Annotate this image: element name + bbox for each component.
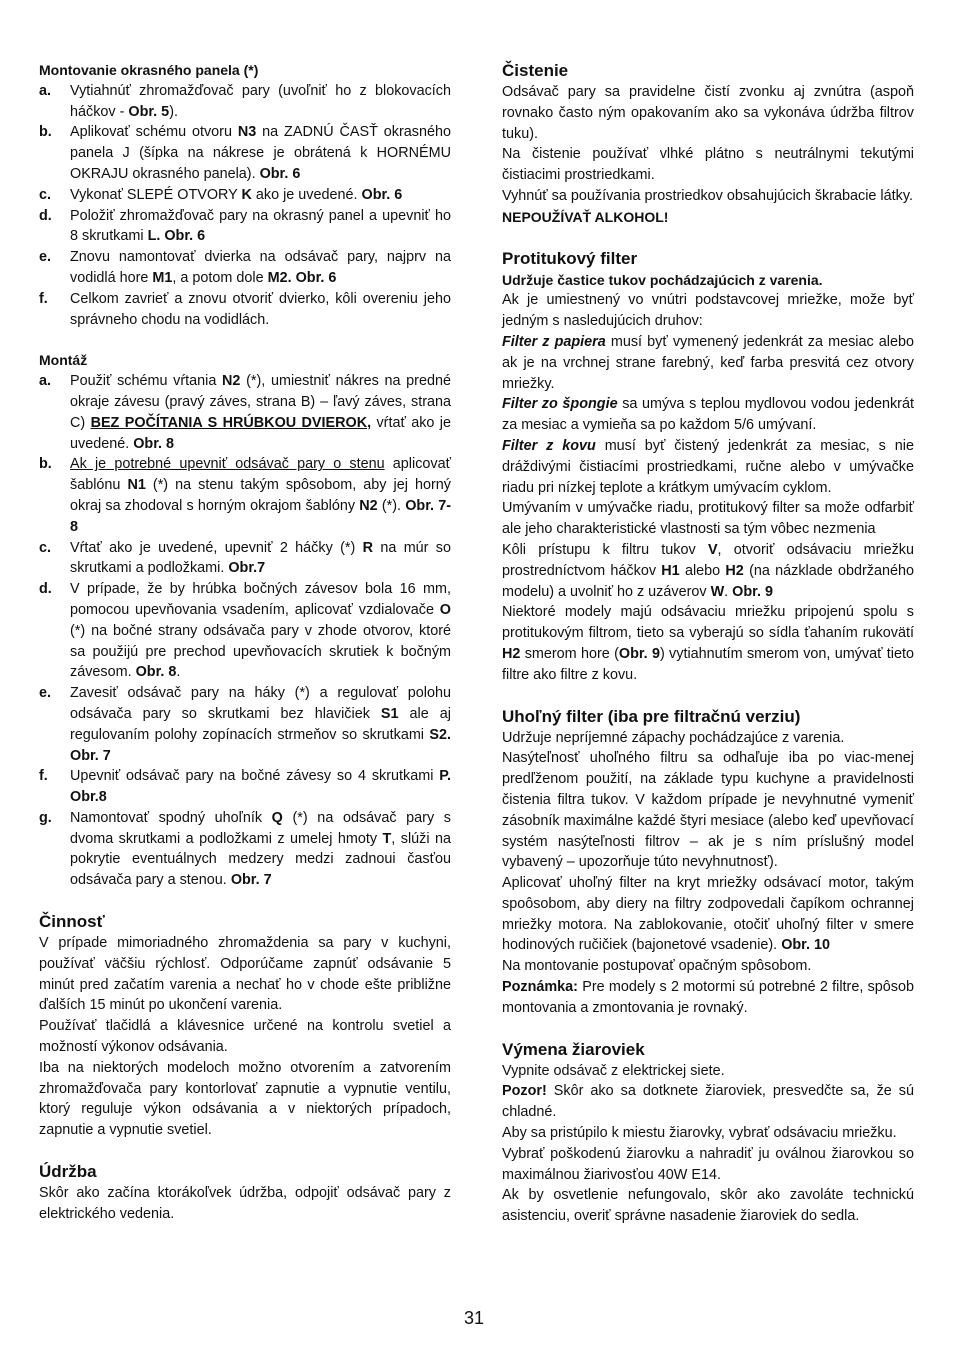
list-item [39,289,451,331]
item-label: a. [39,82,52,99]
paragraph: Na čistenie používať vlhké plátno s neutrálnymi tekutými čistiacimi prostriedkami. [502,146,914,184]
paragraph: Skôr ako začína ktorákoľvek údržba, odpojiť odsávač pary z elektrického vedenia. [39,1185,451,1222]
item-label: d. [39,581,52,598]
warning-text: NEPOUŽÍVAŤ ALKOHOL! [502,208,669,225]
section-heading-montaz: Montáž [39,352,88,369]
paragraph: Poznámka: Pre modely s 2 motormi sú potrebné 2 filtre, spôsob montovania a zmontovania je rovnaký. [502,979,914,1016]
item-text: Vytiahnúť zhromažďovač pary (uvoľniť ho z blokovacích háčkov - Obr. 5). [70,82,451,120]
section-heading-cistenie: Čistenie [502,61,569,80]
list-item [39,683,451,766]
page-number: 31 [464,1308,485,1328]
paragraph: Vybrať poškodenú žiarovku a nahradiť ju oválnou žiarovkou so maximálnou žiarivosťou 40W E14. [502,1145,914,1183]
section-heading-protitukovy: Protitukový filter [502,248,638,268]
item-label: c. [39,539,52,556]
item-label: g. [39,809,52,826]
list-item [39,579,451,683]
list-item [39,454,451,537]
item-label: b. [39,456,52,473]
right-column [502,60,914,1227]
list-item [39,371,451,454]
item-text: Aplikovať schému otvoru N3 na ZADNÚ ČASŤ okrasného panela J (šípka na nákrese je obrátená k HORNÉMU OKRAJU okrasného panela). Obr. 6 [70,124,451,182]
list-item [39,808,451,891]
paragraph: Vyhnúť sa používania prostriedkov obsahujúcich škrabacie látky. [502,187,913,204]
paragraph: Ak by osvetlenie nefungovalo, skôr ako zavoláte technickú asistenciu, overiť správne nasadenie žiaroviek do sedla. [502,1187,914,1225]
paragraph: Filter z papiera musí byť vymenený jedenkrát za mesiac alebo ak je na vrchnej strane farebný, keď farba presvitá cez otvory mriežky. [502,333,914,392]
item-text: Zavesiť odsávač pary na háky (*) a regulovať polohu odsávača pary so skrutkami bez hlavičiek S1 ale aj regulovaním polohy zopínacích strmeňov so skrutkami S2. Obr. 7 [70,685,451,764]
item-text: Vykonať SLEPÉ OTVORY K ako je uvedené. Obr. 6 [70,186,403,203]
paragraph: Aplicovať uhoľný filter na kryt mriežky odsávací motor, takým spoôsobom, aby diery na filtry zodpovedali čapíkom ochrannej mriežky motora. Na zablokovanie, otočiť uhoľný filter v smere hodinových ručičiek (bajonetové vsadenie). Obr. 10 [502,875,914,954]
paragraph: Niektoré modely majú odsávaciu mriežku pripojenú spolu s protitukovým filtrom, tieto sa vyberajú so sídla ťahaním rukovätí H2 smerom hore (Obr. 9) vytiahnutím smerom von, umývať tieto filtre ako filtre z kovu. [502,604,914,683]
paragraph: Udržuje nepríjemné zápachy pochádzajúce z varenia. [502,729,845,746]
list-item [39,122,451,184]
paragraph: Filter z kovu musí byť čistený jedenkrát za mesiac, s nie dráždivými čistiacími prostriedkami, ručne alebo v umývačke riadu pri nízkej teplote a krátkym umývacím cyklom. [502,437,914,496]
item-text: V prípade, že by hrúbka bočných závesov bola 16 mm, pomocou upevňovania vsadením, aplicovať vzdialovače O (*) na bočné strany odsávača pary v zhode otvorov, ktoré sa použijú pre prechod upevňovacích skrutiek k bočným závesom. Obr. 8. [70,581,451,681]
list-item [39,81,451,123]
list-item [39,247,451,289]
item-label: e. [39,249,52,266]
item-label: e. [39,685,52,702]
paragraph: Aby sa pristúpilo k miestu žiarovky, vybrať odsávaciu mriežku. [502,1125,897,1142]
item-text: Celkom zavrieť a znovu otvoriť dvierko, kôli overeniu jeho správneho chodu na vodidlách. [70,290,451,328]
section-subheading: Udržuje častice tukov pochádzajúcich z varenia. [502,271,823,288]
item-text: Namontovať spodný uhoľník Q (*) na odsávač pary s dvoma skrutkami a podložkami z umelej hmoty T, slúži na pokrytie eventuálnych medzery medzi zadnoui časťou odsávača pary a stenou. Obr. 7 [70,809,451,889]
item-label: f. [39,768,48,785]
item-label: c. [39,186,52,203]
item-label: f. [39,290,48,307]
paragraph: Na montovanie postupovať opačným spôsobom. [502,958,812,975]
paragraph: V prípade mimoriadného zhromaždenia sa pary v kuchyni, používať väčšiu rýchlosť. Odporúčame zapnúť odsávanie 5 minút pred začatím varenia a nechať ho v chode ešte približne ďalších 15 minút po ukončení varenia. [39,935,451,1014]
left-column [39,60,451,1225]
list-item [39,185,451,206]
item-label: a. [39,373,52,390]
item-text: Použiť schému vŕtania N2 (*), umiestniť nákres na predné okraje závesu (pravý záves, strana B) – ľavý záves, strana C) BEZ POČÍTANIA S HRÚBKOU DVIEROK, vŕtať ako je uvedené. Obr. 8 [70,373,451,452]
section-heading-uholny: Uhoľný filter (iba pre filtračnú verziu) [502,706,801,726]
paragraph: Odsávač pary sa pravidelne čistí zvonku aj zvnútra (aspoň rovnako často ným opakovaním ako sa vykonáva údržba filtrov tuku). [502,84,914,142]
item-text: Upevniť odsávač pary na bočné závesy so 4 skrutkami P. Obr.8 [70,768,451,806]
paragraph: Kôli prístupu k filtru tukov V, otvoriť odsávaciu mriežku prostredníctvom háčkov H1 alebo H2 (na názklade obdržaného modelu) a uvolniť ho z uzáverov W. Obr. 9 [502,541,914,600]
item-text: Položiť zhromažďovač pary na okrasný panel a upevniť ho 8 skrutkami L. Obr. 6 [70,207,451,245]
section-heading-cinnost: Činnosť [39,912,105,932]
section-heading-vymena: Výmena žiaroviek [502,1039,645,1059]
list-item [39,538,451,580]
paragraph: Používať tlačidlá a klávesnice určené na kontrolu svetiel a možností výkonov odsávania. [39,1018,451,1056]
list-item [39,766,451,808]
paragraph: Iba na niektorých modeloch možno otvorením a zatvorením zhromažďovača pary kontorlovať zapnutie a vypnutie ventilu, ktorý reguluje výkon odsávania a v niektorých prípadoch, zapnutie a vypnutie svetiel. [39,1059,451,1139]
item-text: Vŕtať ako je uvedené, upevniť 2 háčky (*) R na múr so skrutkami a podložkami. Obr.7 [70,539,452,577]
item-text: Znovu namontovať dvierka na odsávač pary, najprv na vodidlá hore M1, a potom dole M2. Obr. 6 [70,249,451,286]
paragraph: Ak je umiestnený vo vnútri podstavcovej mriežke, može byť jedným s nasledujúcich druhov: [502,292,914,330]
paragraph: Vypnite odsávač z elektrickej siete. [502,1062,725,1079]
paragraph: Pozor! Skôr ako sa dotknete žiaroviek, presvedčte sa, že sú chladné. [502,1083,914,1121]
item-label: d. [39,207,52,224]
item-text: Ak je potrebné upevniť odsávač pary o stenu aplicovať šablónu N1 (*) na stenu takým spôsobom, aby jej horný okraj sa zhodoval s horným okrajom šablóny N2 (*). Obr. 7-8 [70,456,451,535]
paragraph: Umývaním v umývačke riadu, protitukový filter sa može odfarbiť ale jeho charakteristické vlastnosti sa tým vôbec nezmenia [502,500,914,538]
paragraph: Filter zo špongie sa umýva s teplou mydlovou vodou jedenkrát za mesiac a vymieňa sa po každom 5/6 umývaní. [502,396,914,434]
paragraph: Nasýteľnosť uhoľného filtru sa odhaľuje iba po viac-menej predľženom použití, na základe typu kuchyne a pravidelnosti čistenia filtra tukov. V každom prípade je nevyhnutné vymeniť zásobník maximálne každé štyri mesiace (alebo keď upevňovací systém nasýteľnosti filtrov – ak je s ním príslušný model vybavený – upozorňuje túto nevyhnutnosť). [502,750,914,871]
item-label: b. [39,124,52,141]
section-heading-montovanie: Montovanie okrasného panela (*) [39,62,259,78]
list-item [39,206,451,248]
section-heading-udrzba: Údržba [39,1162,97,1182]
